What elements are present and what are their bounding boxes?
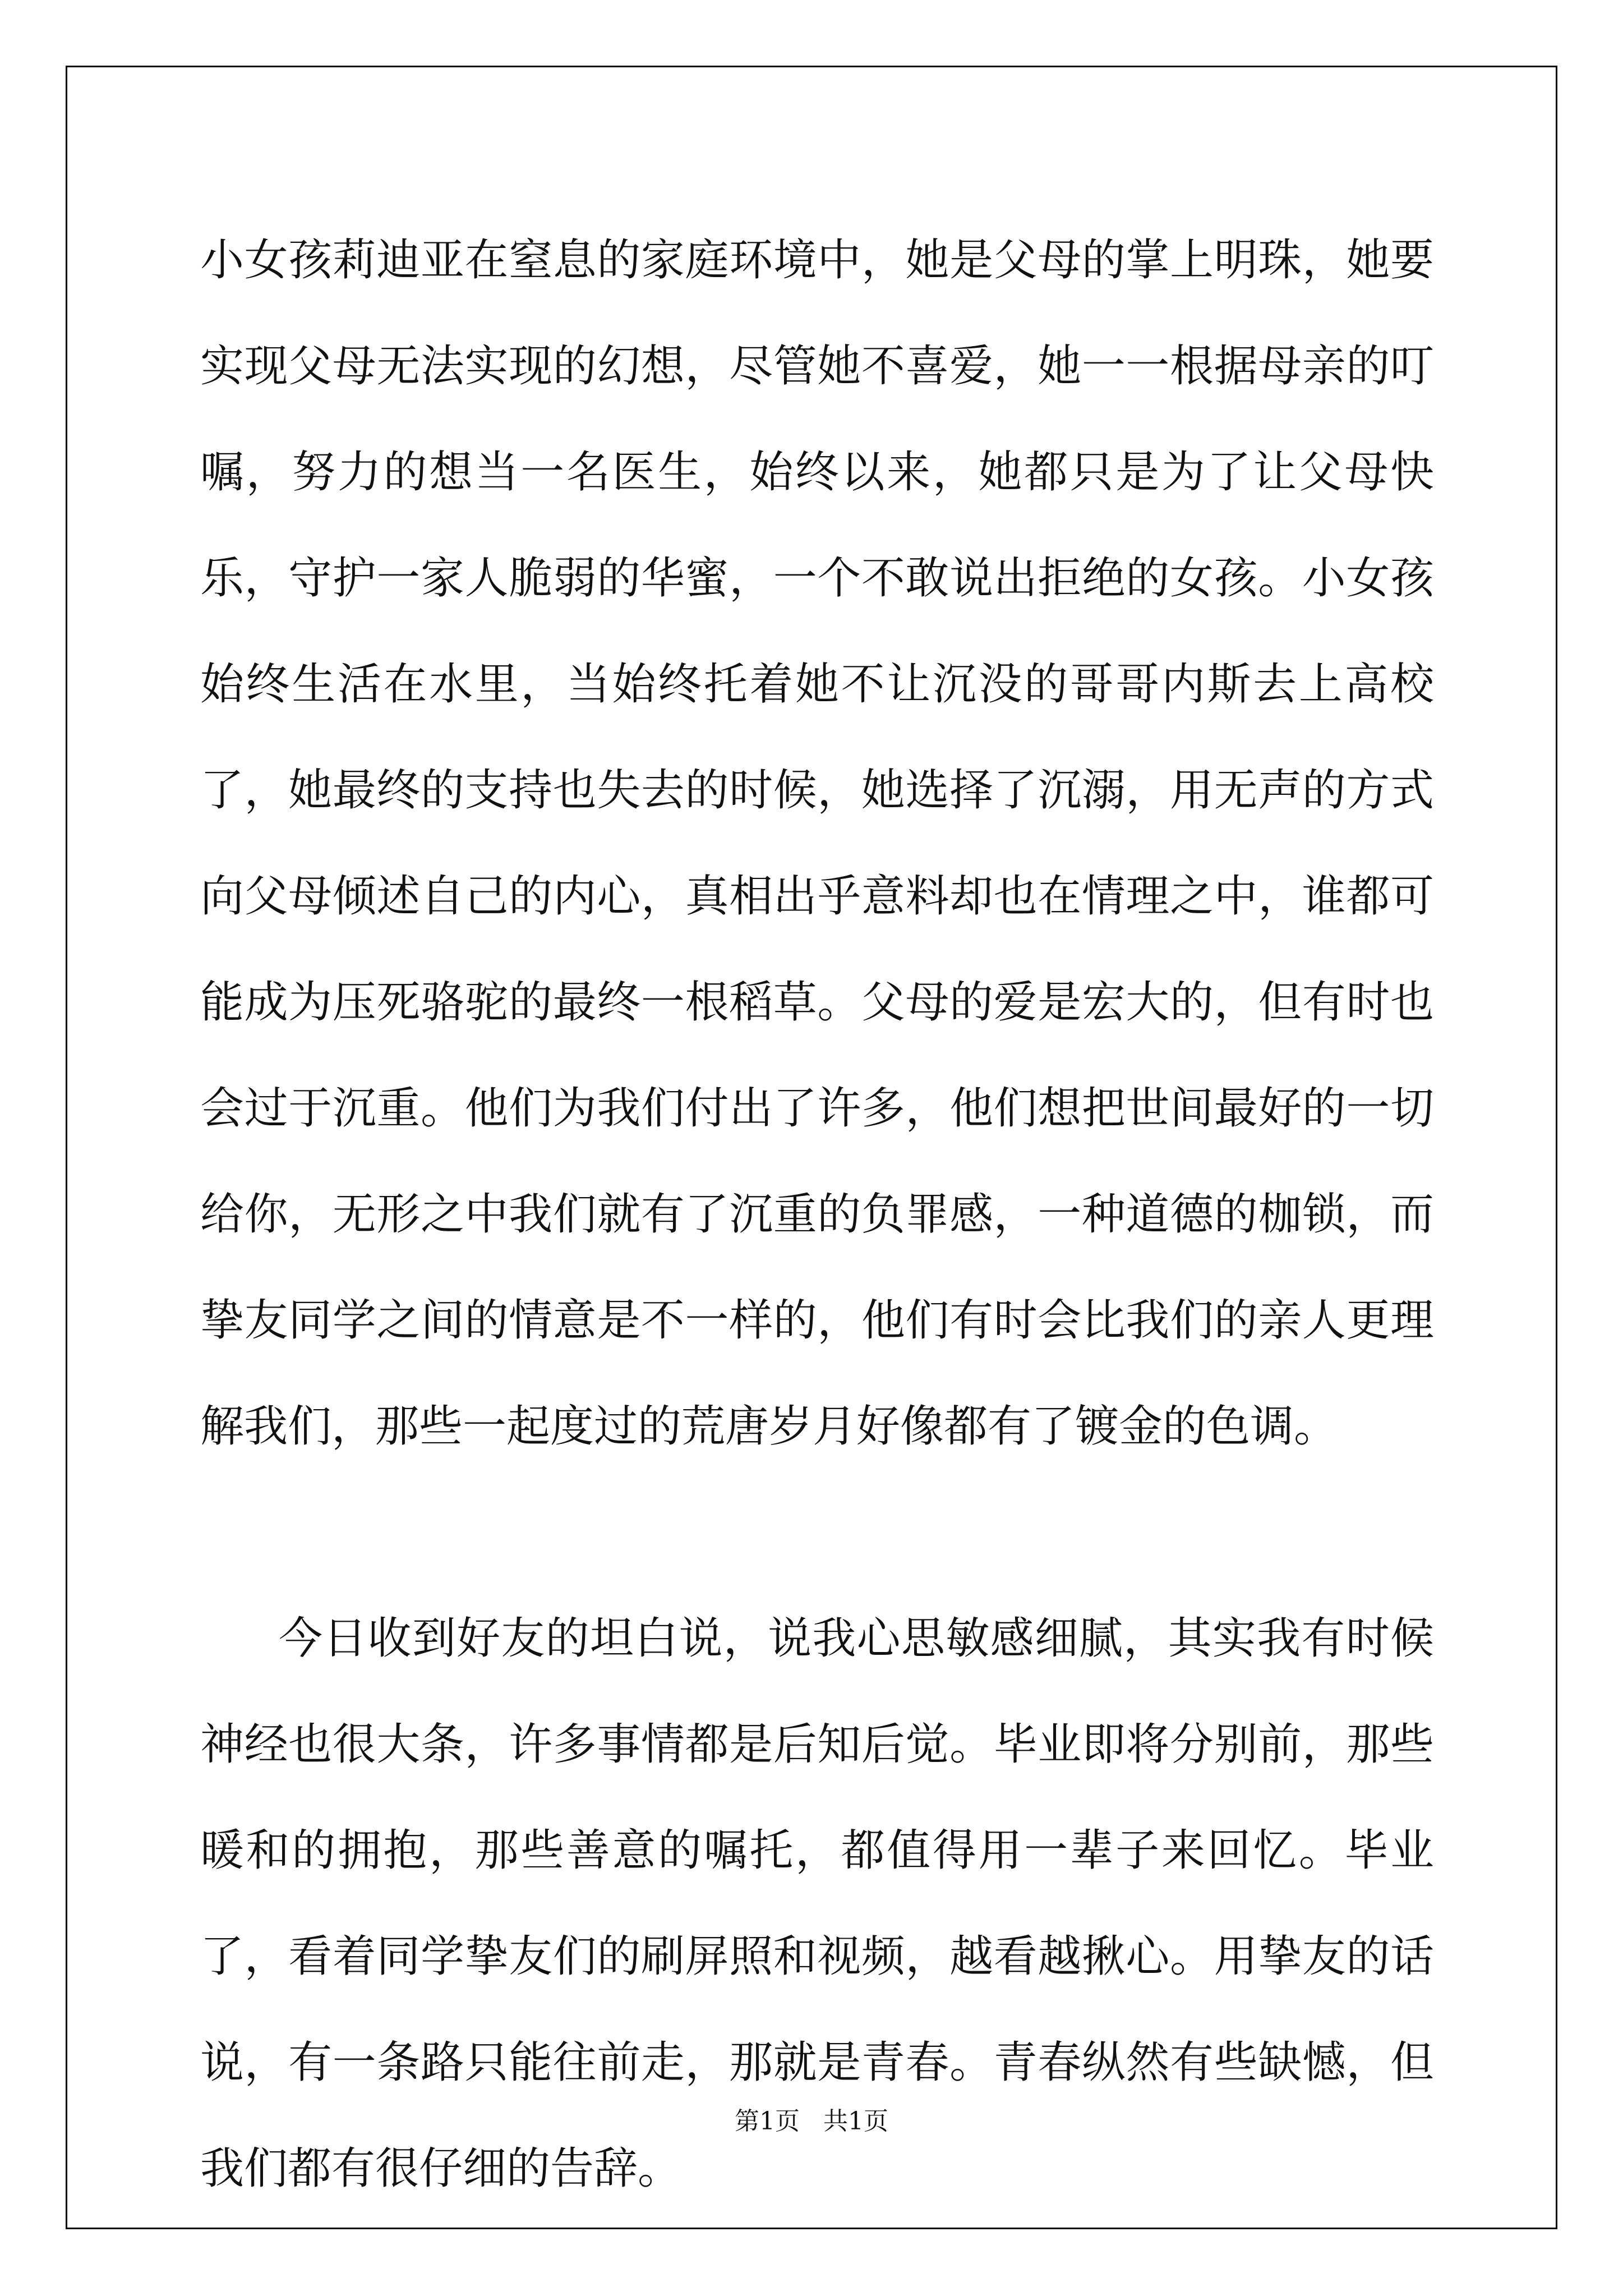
- document-body: [200, 208, 1434, 2222]
- page-footer: [0, 2101, 1623, 2137]
- paragraph-1: 小女孩莉迪亚在窒息的家庭环境中，她是父母的掌上明珠，她要实现父母无法实现的幻想，尽管她不喜爱，她一一根据母亲的叮嘱，努力的想当一名医生，始终以来，她都只是为了让父母快乐，守护一家人脆弱的华蜜，一个不敢说出拒绝的女孩。小女孩始终生活在水里，当始终托着她不让沉没的哥哥内斯去上高校了，她最终的支持也失去的时候，她选择了沉溺，用无声的方式向父母倾述自己的内心，真相出乎意料却也在情理之中，谁都可能成为压死骆驼的最终一根稻草。父母的爱是宏大的，但有时也会过于沉重。他们为我们付出了许多，他们想把世间最好的一切给你，无形之中我们就有了沉重的负罪感，一种道德的枷锁，而挚友同学之间的情意是不一样的，他们有时会比我们的亲人更理解我们，那些一起度过的荒唐岁月好像都有了镀金的色调。: [200, 235, 1434, 1452]
- paragraph-2: 今日收到好友的坦白说，说我心思敏感细腻，其实我有时候神经也很大条，许多事情都是后知后觉。毕业即将分别前，那些暖和的拥抱，那些善意的嘱托，都值得用一辈子来回忆。毕业了，看着同学挚友们的刷屏照和视频，越看越揪心。用挚友的话说，有一条路只能往前走，那就是青春。青春纵然有些缺憾，但我们都有很仔细的告辞。: [200, 1613, 1434, 2194]
- page-indicator: 第1页 共1页: [735, 2107, 888, 2136]
